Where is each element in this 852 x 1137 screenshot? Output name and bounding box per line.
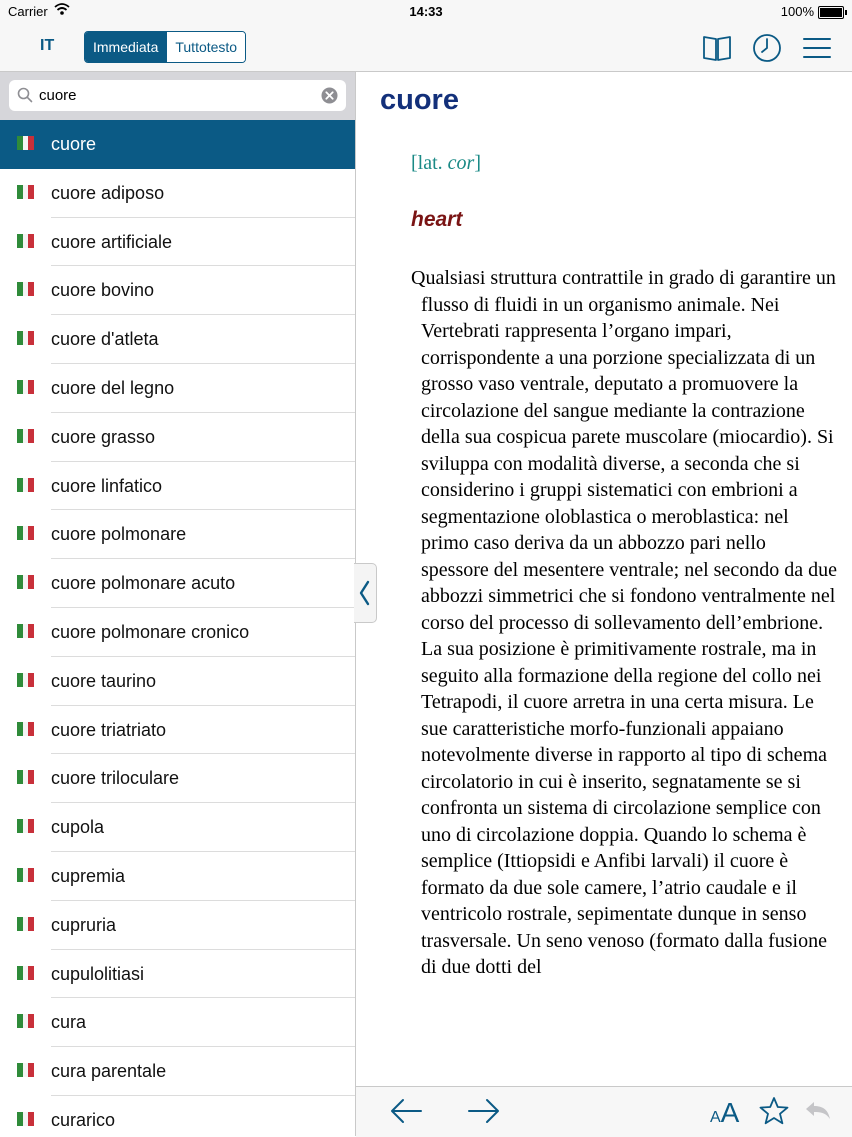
result-label: cuore d'atleta [51,329,159,350]
italian-flag-icon [17,478,34,492]
result-row[interactable] [0,657,355,706]
italian-flag-icon [17,966,34,980]
book-icon[interactable] [701,33,733,63]
result-label: cuore artificiale [51,231,173,252]
result-row[interactable] [0,266,355,315]
navigation-bar [0,24,852,72]
result-label: cuore bovino [51,280,155,301]
result-label: cupremia [51,865,126,886]
entry-content [356,72,852,1086]
italian-flag-icon [17,673,34,687]
undo-icon[interactable] [802,1095,834,1132]
etymology-prefix: [lat. [411,152,443,174]
italian-flag-icon [17,136,34,150]
result-label: cuore del legno [51,377,175,398]
menu-icon[interactable] [801,33,833,63]
language-switch[interactable]: IT [40,37,55,54]
font-size-small-label: A [710,1109,721,1126]
result-row[interactable] [0,364,355,413]
favorite-star-icon[interactable] [758,1095,790,1132]
results-sidebar [0,72,356,1136]
italian-flag-icon [17,770,34,784]
search-mode-segmented-control [84,31,246,63]
result-row[interactable] [0,120,355,169]
back-arrow-icon[interactable] [388,1095,424,1132]
results-list [0,120,355,1136]
italian-flag-icon [17,868,34,882]
italian-flag-icon [17,1063,34,1077]
result-label: cuore [51,134,97,154]
mode-tuttotesto[interactable]: Tuttotesto [166,32,245,62]
italian-flag-icon [17,1014,34,1028]
result-row[interactable] [0,218,355,267]
result-row[interactable] [0,559,355,608]
entry-headword: cuore [380,84,459,116]
italian-flag-icon [17,1112,34,1126]
result-label: cupruria [51,914,117,935]
search-input[interactable] [39,85,309,105]
result-label: cura [51,1012,87,1033]
result-label: cuore polmonare [51,524,187,545]
carrier-label: Carrier [8,4,48,19]
bottom-toolbar [356,1086,852,1137]
search-bar [0,72,355,120]
result-label: cuore linfatico [51,475,163,496]
search-field-container [9,80,346,111]
search-icon [17,87,33,108]
italian-flag-icon [17,234,34,248]
result-row[interactable] [0,803,355,852]
mode-immediata[interactable]: Immediata [85,32,166,62]
result-row[interactable] [0,608,355,657]
clock-time: 14:33 [409,4,443,19]
font-size-big-label: A [720,1097,740,1128]
result-label: cuore adiposo [51,182,165,203]
result-row[interactable] [0,1096,355,1136]
result-label: cupulolitiasi [51,963,145,984]
italian-flag-icon [17,185,34,199]
forward-arrow-icon[interactable] [466,1095,502,1132]
result-row[interactable] [0,1047,355,1096]
clear-search-icon[interactable] [321,87,338,109]
font-size-button[interactable] [710,1097,739,1129]
result-row[interactable] [0,706,355,755]
italian-flag-icon [17,624,34,638]
result-label: curarico [51,1109,116,1130]
status-bar [0,0,852,24]
entry-etymology [411,152,481,175]
italian-flag-icon [17,722,34,736]
result-row[interactable] [0,901,355,950]
result-label: cuore polmonare cronico [51,621,250,642]
etymology-word: cor [447,152,475,174]
entry-definition: Qualsiasi struttura contrattile in grado di garantire un flusso di fluidi in un organismo animale. Nei Vertebrati rappresenta l’organo impari, corrispondente a una porzione specializzata di un grosso vaso ventrale, deputato a promuovere la circolazione del sangue mediante la contrazione della sua cospicua parete muscolare (miocardio). Si sviluppa con modalità diverse, a seconda che si considerino i gruppi sistematici con embrioni a segmentazione oloblastica o meroblastica: nel primo caso deriva da un abbozzo pari nello spessore del mesentere ventrale; nel secondo da due abbozzi simmetrici che si fondono ventralmente nel corso del processo di sollevamento dell’embrione. La sua posizione è primitivamente rostrale, ma in seguito alla formazione della regione del collo nei Tetrapodi, il cuore arretra in una certa misura. Le sue caratteristiche morfo-funzionali appaiano notevolmente diverse in rapporto al tipo di schema circolatorio in cui è inserito, segnatamente se si confronta un sistema di circolazione semplice con uno di circolazione doppia. Quando lo schema è semplice (Ittiopsidi e Anfibi larvali) il cuore è formato da due sole camere, l’atrio caudale e il ventricolo rostrale, sepimentate dunque in senso trasversale. Un seno venoso (formato dalla fusione di due dotti del [411,267,837,978]
result-row[interactable] [0,462,355,511]
result-row[interactable] [0,754,355,803]
result-label: cuore triloculare [51,768,180,789]
result-row[interactable] [0,998,355,1047]
history-clock-icon[interactable] [751,33,783,63]
result-label: cuore triatriato [51,719,167,740]
result-row[interactable] [0,852,355,901]
etymology-suffix: ] [474,152,481,174]
italian-flag-icon [17,380,34,394]
italian-flag-icon [17,917,34,931]
italian-flag-icon [17,526,34,540]
italian-flag-icon [17,429,34,443]
result-row[interactable] [0,950,355,999]
result-label: cura parentale [51,1061,167,1082]
result-row[interactable] [0,510,355,559]
battery-icon [818,6,844,19]
result-row[interactable] [0,413,355,462]
entry-translation: heart [411,208,463,231]
italian-flag-icon [17,331,34,345]
result-label: cuore grasso [51,426,156,447]
result-label: cuore polmonare acuto [51,573,236,594]
italian-flag-icon [17,819,34,833]
italian-flag-icon [17,575,34,589]
battery-percentage: 100% [780,4,814,19]
result-row[interactable] [0,169,355,218]
italian-flag-icon [17,282,34,296]
result-label: cuore taurino [51,670,157,691]
result-row[interactable] [0,315,355,364]
result-label: cupola [51,817,105,838]
